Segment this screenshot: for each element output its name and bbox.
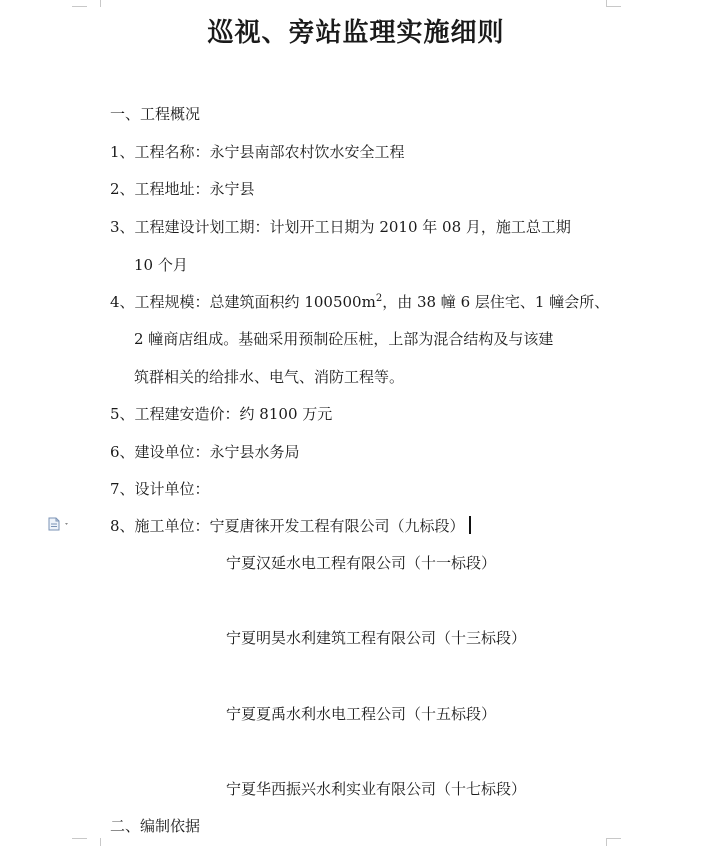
item-cost: 5、工程建安造价：约 8100 万元: [110, 405, 333, 423]
item-project-address: 2、工程地址：永宁县: [110, 180, 255, 198]
item-scale-line1: [110, 291, 609, 312]
document-icon[interactable]: [46, 517, 72, 531]
contractor-line: 宁夏夏禹水利水电工程公司（十五标段）: [226, 705, 497, 723]
item-designer: 7、设计单位：: [110, 480, 210, 498]
item-schedule-line2: 10 个月: [134, 256, 188, 274]
contractor-line: 宁夏华西振兴水利实业有限公司（十七标段）: [226, 780, 527, 798]
item-scale-text: 4、工程规模：总建筑面积约 100500m: [110, 293, 376, 311]
section-heading-overview: 一、工程概况: [110, 105, 201, 123]
item-project-name: 1、工程名称：永宁县南部农村饮水安全工程: [110, 143, 405, 161]
item-scale-line3: 筑群相关的给排水、电气、消防工程等。: [134, 368, 405, 386]
contractor-line: 宁夏汉延水电工程有限公司（十一标段）: [226, 554, 497, 572]
document-title: 巡视、旁站监理实施细则: [207, 18, 505, 48]
item-schedule-line1: 3、工程建设计划工期：计划开工日期为 2010 年 08 月，施工总工期: [110, 218, 571, 236]
item-owner: 6、建设单位：永宁县水务局: [110, 443, 300, 461]
item-scale-line2: 2 幢商店组成。基础采用预制砼压桩，上部为混合结构及与该建: [134, 330, 554, 348]
item-contractor[interactable]: [110, 515, 471, 536]
text-cursor: [469, 516, 471, 534]
contractor-line: 宁夏明昊水利建筑工程有限公司（十三标段）: [226, 629, 527, 647]
item-scale-text-cont: ，由 38 幢 6 层住宅、1 幢会所、: [382, 293, 610, 311]
section-heading-basis: 二、编制依据: [110, 817, 201, 835]
item-contractor-text: 8、施工单位：宁夏唐徕开发工程有限公司（九标段）: [110, 517, 465, 535]
superscript-2: 2: [375, 293, 383, 304]
